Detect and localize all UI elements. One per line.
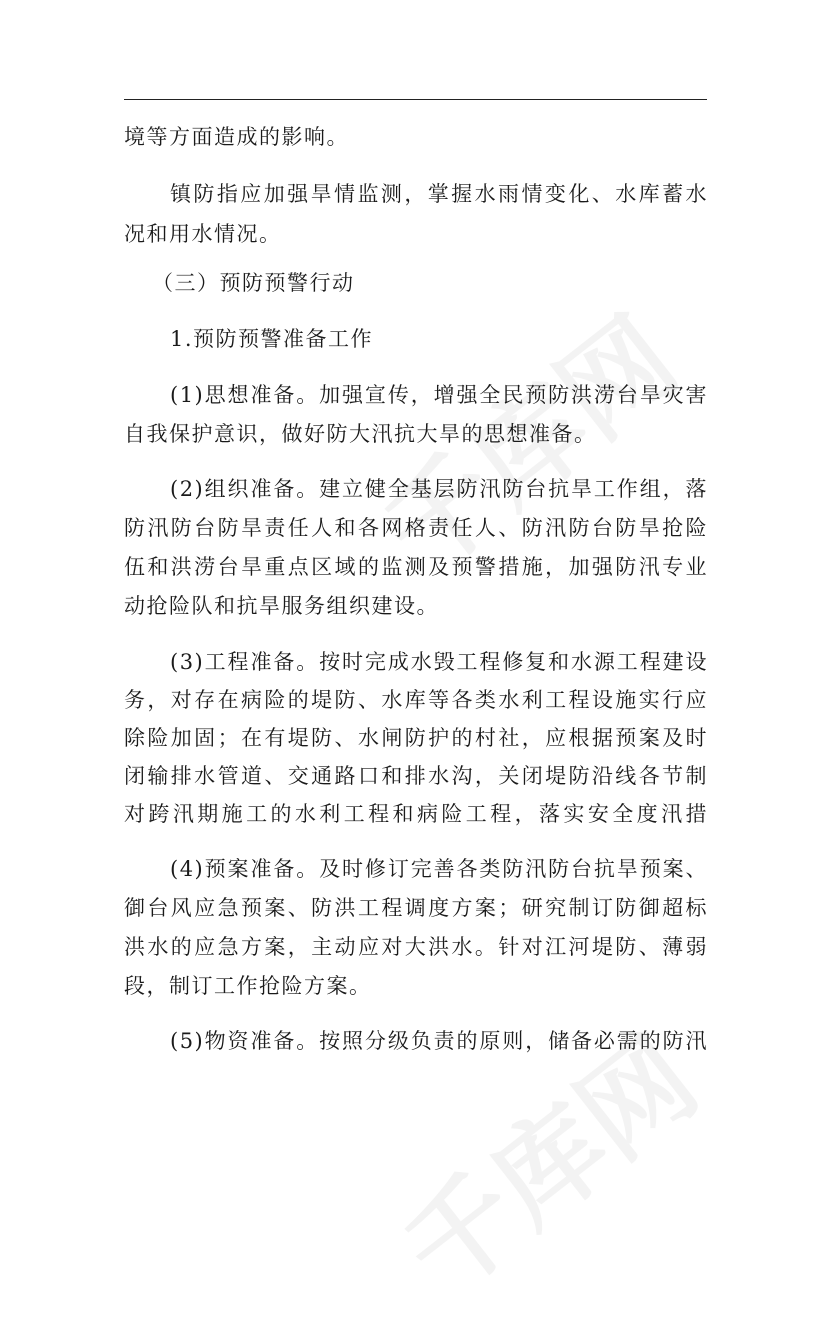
text-line: 务，对存在病险的堤防、水库等各类水利工程设施实行应 bbox=[124, 688, 708, 712]
text-line: 防汛防台防旱责任人和各网格责任人、防汛防台防旱抢险 bbox=[124, 516, 708, 540]
header-rule bbox=[124, 99, 707, 100]
text-line: 闭输排水管道、交通路口和排水沟，关闭堤防沿线各节制 bbox=[124, 764, 708, 788]
text-line: 洪水的应急方案，主动应对大洪水。针对江河堤防、薄弱 bbox=[124, 935, 708, 959]
subsection-heading: 1.预防预警准备工作 bbox=[170, 327, 374, 351]
text-line: (3)工程准备。按时完成水毁工程修复和水源工程建设 bbox=[170, 650, 708, 674]
text-line: 镇防指应加强旱情监测，掌握水雨情变化、水库蓄水 bbox=[170, 182, 708, 206]
text-line: (1)思想准备。加强宣传，增强全民预防洪涝台旱灾害 bbox=[170, 383, 708, 407]
text-line: 御台风应急预案、防洪工程调度方案；研究制订防御超标 bbox=[124, 896, 708, 920]
text-line: (5)物资准备。按照分级负责的原则，储备必需的防汛 bbox=[170, 1029, 708, 1053]
text-line: 对跨汛期施工的水利工程和病险工程，落实安全度汛措 bbox=[124, 802, 708, 826]
text-line: 境等方面造成的影响。 bbox=[124, 125, 349, 149]
text-line: 自我保护意识，做好防大汛抗大旱的思想准备。 bbox=[124, 422, 597, 446]
text-line: 段，制订工作抢险方案。 bbox=[124, 974, 372, 998]
text-line: 除险加固；在有堤防、水闸防护的村社，应根据预案及时 bbox=[124, 726, 708, 750]
text-line: (2)组织准备。建立健全基层防汛防台抗旱工作组，落 bbox=[170, 477, 708, 501]
text-line: (4)预案准备。及时修订完善各类防汛防台抗旱预案、 bbox=[170, 857, 708, 881]
text-line: 动抢险队和抗旱服务组织建设。 bbox=[124, 594, 439, 618]
section-heading: （三）预防预警行动 bbox=[152, 271, 355, 295]
text-line: 况和用水情况。 bbox=[124, 222, 282, 246]
text-line: 伍和洪涝台旱重点区域的监测及预警措施，加强防汛专业 bbox=[124, 555, 708, 579]
